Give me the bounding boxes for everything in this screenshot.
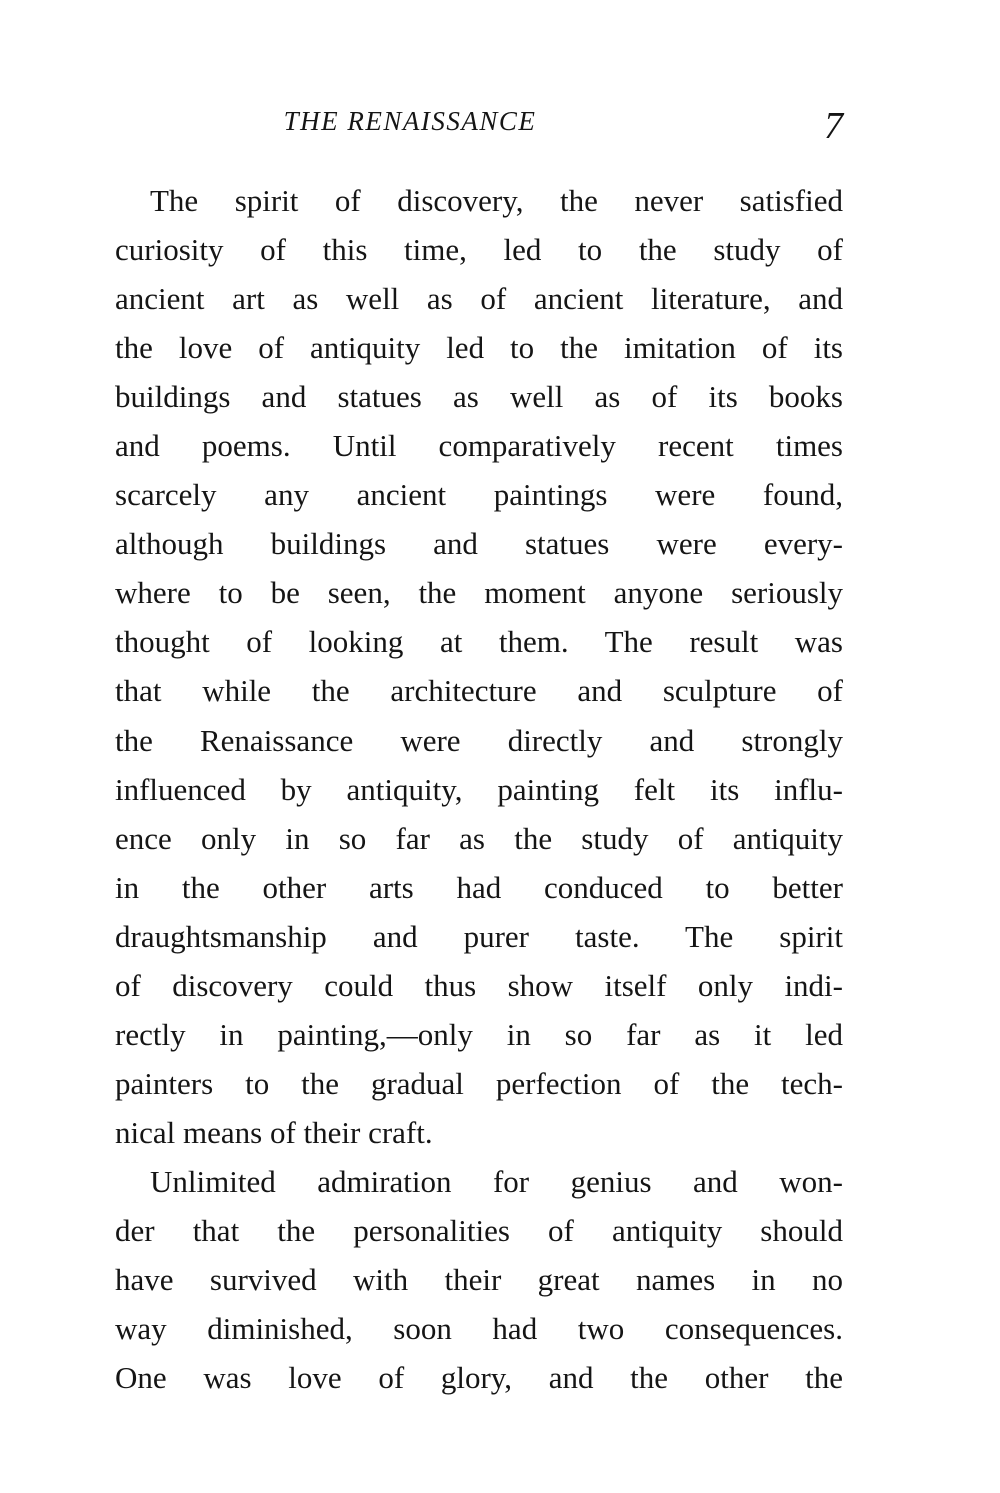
text-line: nical means of their craft.	[115, 1114, 433, 1150]
text-line: where to be seen, the moment anyone seriously	[115, 575, 843, 611]
text-line: way diminished, soon had two consequences.	[115, 1311, 843, 1347]
text-line: der that the personalities of antiquity should	[115, 1212, 843, 1248]
text-line: draughtsmanship and purer taste. The spirit	[115, 918, 843, 954]
text-line: One was love of glory, and the other the	[115, 1360, 843, 1396]
paragraph-1	[115, 176, 843, 1157]
text-line: in the other arts had conduced to better	[115, 869, 843, 905]
text-line: The spirit of discovery, the never satisfied	[150, 183, 843, 218]
text-line: of discovery could thus show itself only indi-	[115, 967, 843, 1003]
paragraph-2	[115, 1157, 843, 1402]
text-line: influenced by antiquity, painting felt its influ-	[115, 771, 843, 807]
running-title: THE RENAISSANCE	[283, 106, 537, 136]
text-line: although buildings and statues were every-	[115, 526, 843, 562]
text-line: curiosity of this time, led to the study of	[115, 232, 843, 268]
text-line: have survived with their great names in no	[115, 1262, 843, 1298]
text-line: the Renaissance were directly and strongly	[115, 722, 843, 758]
text-line: ancient art as well as of ancient literature, and	[115, 281, 843, 317]
text-line: thought of looking at them. The result was	[115, 624, 843, 660]
text-line: that while the architecture and sculpture of	[115, 673, 843, 709]
text-line: and poems. Until comparatively recent times	[115, 428, 843, 464]
body-text	[115, 176, 843, 1402]
text-line: buildings and statues as well as of its books	[115, 379, 843, 415]
text-line: the love of antiquity led to the imitation of its	[115, 330, 843, 366]
text-line: rectly in painting,—only in so far as it led	[115, 1016, 843, 1052]
text-line: scarcely any ancient paintings were found,	[115, 477, 843, 513]
text-line: Unlimited admiration for genius and won-	[150, 1163, 843, 1199]
running-header	[115, 104, 843, 147]
text-line: ence only in so far as the study of antiquity	[115, 820, 843, 856]
text-line: painters to the gradual perfection of the tech-	[115, 1065, 843, 1101]
page-number: 7	[824, 105, 843, 147]
